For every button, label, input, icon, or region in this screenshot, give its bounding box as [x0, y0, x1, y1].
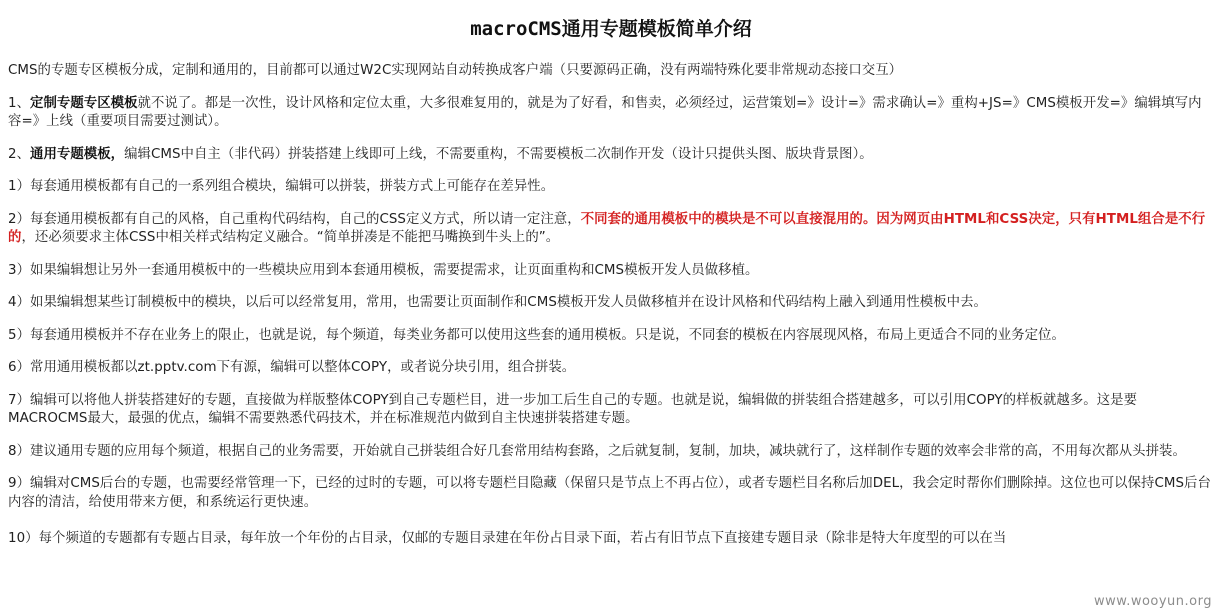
item-custom-text: 就不说了。都是一次性，设计风格和定位太重，大多很难复用的，就是为了好看，和售卖，必须经过，运营策划=》设计=》需求确认=》重构+JS=》CMS模板开发=》编辑填写内容=》上线（重要项目需要过测试）。	[8, 95, 1202, 129]
point-2	[8, 211, 1214, 248]
item-general-text: 编辑CMS中自主（非代码）拼装搭建上线即可上线，不需要重构，不需要模板二次制作开发（设计只提供头图、版块背景图）。	[124, 146, 873, 162]
item-general-templates	[8, 146, 1214, 165]
point-9: 9）编辑对CMS后台的专题，也需要经常管理一下，已经的过时的专题，可以将专题栏目隐藏（保留只是节点上不再占位），或者专题栏目名称后加DEL，我会定时帮你们删除掉。这位也可以保持CMS后台内容的清洁，给使用带来方便，和系统运行更快速。	[8, 476, 1211, 510]
point-5: 5）每套通用模板并不存在业务上的限止，也就是说，每个频道，每类业务都可以使用这些套的通用模板。只是说，不同套的模板在内容展现风格，布局上更适合不同的业务定位。	[8, 327, 1065, 343]
item-general-heading: 通用专题模板，	[30, 146, 125, 162]
point-7: 7）编辑可以将他人拼装搭建好的专题，直接做为样版整体COPY到自己专题栏目，进一步加工后生自己的专题。也就是说，编辑做的拼装组合搭建越多，可以引用COPY的样板就越多。这是要MACROCMS最大，最强的优点，编辑不需要熟悉代码技术，并在标准规范内做到自主快速拼装搭建专题。	[8, 392, 1138, 426]
item-general-prefix: 2、	[8, 146, 31, 162]
point-1: 1）每套通用模板都有自己的一系列组合模块，编辑可以拼装，拼装方式上可能存在差异性。	[8, 179, 555, 194]
point-10-partial: 10）每个频道的专题都有专题占目录，每年放一个年份的占目录，仅邮的专题目录建在年份占目录下面，若占有旧节点下直接建专题目录（除非是特大年度型的可以在当	[8, 531, 1007, 546]
page-title: macroCMS通用专题模板简单介绍	[470, 18, 752, 40]
point-2-tail: ，还必须要求主体CSS中相关样式结构定义融合。“简单拼凑是不能把马嘴换到牛头上的”。	[21, 230, 560, 245]
point-8: 8）建议通用专题的应用每个频道，根据自己的业务需要，开始就自己拼装组合好几套常用结构套路，之后就复制，复制，加块，减块就行了，这样制作专题的效率会非常的高，不用每次都从头拼装。	[8, 443, 1186, 459]
point-3: 3）如果编辑想让另外一套通用模板中的一些模块应用到本套通用模板，需要提需求，让页面重构和CMS模板开发人员做移植。	[8, 262, 759, 278]
point-2-warning: 不同套的通用模板中的模块是不可以直接混用的。因为网页由HTML和CSS决定，只有HTML组合是不行的	[8, 211, 1206, 245]
article	[8, 0, 1214, 562]
watermark: www.wooyun.org	[1093, 594, 1212, 609]
point-2-lead: 2）每套通用模板都有自己的风格，自己重构代码结构，自己的CSS定义方式，所以请一定注意，	[8, 211, 581, 227]
intro-paragraph: CMS的专题专区模板分成，定制和通用的，目前都可以通过W2C实现网站自动转换成客户端（只要源码正确，没有两端特殊化要非常规动态接口交互）	[8, 63, 903, 78]
item-custom-prefix: 1、	[8, 95, 31, 111]
point-6: 6）常用通用模板都以zt.pptv.com下有源，编辑可以整体COPY，或者说分块引用，组合拼装。	[8, 360, 576, 375]
item-custom-heading: 定制专题专区模板	[30, 95, 138, 111]
item-custom-templates	[8, 95, 1214, 132]
point-4: 4）如果编辑想某些订制模板中的模块，以后可以经常复用，常用，也需要让页面制作和CMS模板开发人员做移植并在设计风格和代码结构上融入到通用性模板中去。	[8, 295, 987, 310]
